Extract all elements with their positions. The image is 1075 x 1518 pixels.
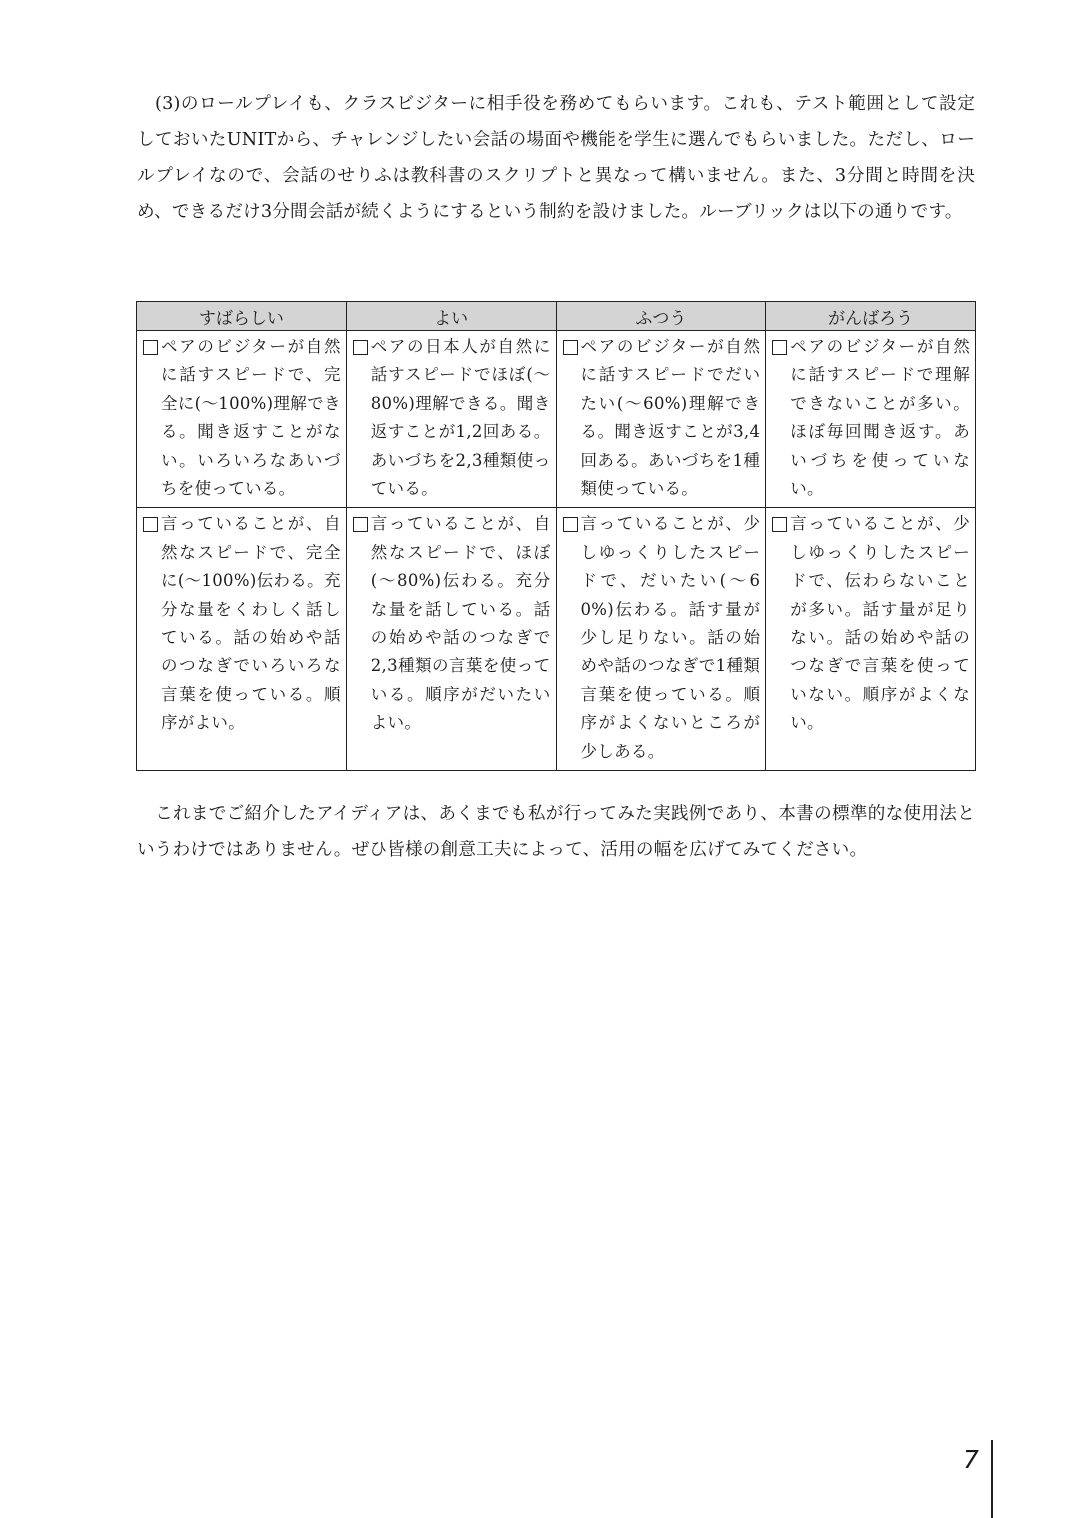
page-number-rule bbox=[991, 1440, 993, 1518]
intro-paragraph bbox=[137, 86, 975, 230]
rubric-row-listening bbox=[137, 331, 976, 508]
rubric-cell-text: ペアの日本人が自然に話すスピードでほぼ(～80%)理解できる。聞き返すことが1,2回ある。あいづちを2,3種類使っている。 bbox=[370, 337, 551, 499]
rubric-cell-text: ペアのビジターが自然に話すスピードで、完全に(～100%)理解できる。聞き返すことがない。いろいろなあいづちを使っている。 bbox=[161, 337, 341, 499]
rubric-cell bbox=[346, 508, 556, 771]
checkbox-icon[interactable] bbox=[143, 340, 158, 355]
rubric-cell bbox=[766, 331, 976, 508]
rubric-cell bbox=[556, 508, 766, 771]
checkbox-icon[interactable] bbox=[772, 517, 787, 532]
closing-paragraph-text: これまでご紹介したアイディアは、あくまでも私が行ってみた実践例であり、本書の標準的な使用法というわけではありません。ぜひ皆様の創意工夫によって、活用の幅を広げてみてください。 bbox=[137, 804, 975, 860]
rubric-cell bbox=[346, 331, 556, 508]
rubric-cell-text: ペアのビジターが自然に話すスピードで理解できないことが多い。ほぼ毎回聞き返す。あいづちを使っていない。 bbox=[790, 337, 970, 499]
rubric-cell-text: 言っていることが、自然なスピードで、完全に(～100%)伝わる。充分な量をくわしく話している。話の始めや話のつなぎでいろいろな言葉を使っている。順序がよい。 bbox=[161, 514, 341, 733]
closing-paragraph bbox=[137, 796, 975, 868]
checkbox-icon[interactable] bbox=[563, 517, 578, 532]
rubric-header-good: よい bbox=[346, 302, 556, 331]
checkbox-icon[interactable] bbox=[353, 340, 368, 355]
checkbox-icon[interactable] bbox=[563, 340, 578, 355]
checkbox-icon[interactable] bbox=[772, 340, 787, 355]
rubric-header-row bbox=[137, 302, 976, 331]
rubric-cell-text: 言っていることが、自然なスピードで、ほぼ(～80%)伝わる。充分な量を話している。話の始めや話のつなぎで2,3種類の言葉を使っている。順序がだいたいよい。 bbox=[370, 514, 551, 733]
rubric-cell bbox=[137, 508, 347, 771]
checkbox-icon[interactable] bbox=[143, 517, 158, 532]
rubric-row-speaking bbox=[137, 508, 976, 771]
rubric-cell bbox=[766, 508, 976, 771]
rubric-cell-text: 言っていることが、少しゆっくりしたスピードで、伝わらないことが多い。話す量が足りない。話の始めや話のつなぎで言葉を使っていない。順序がよくない。 bbox=[790, 514, 970, 733]
rubric-cell-text: ペアのビジターが自然に話すスピードでだいたい(～60%)理解できる。聞き返すことが3,4回ある。あいづちを1種類使っている。 bbox=[580, 337, 761, 499]
rubric-header-excellent: すばらしい bbox=[137, 302, 347, 331]
rubric-header-average: ふつう bbox=[556, 302, 766, 331]
rubric-cell bbox=[556, 331, 766, 508]
rubric-cell-text: 言っていることが、少しゆっくりしたスピードで、だいたい(～60%)伝わる。話す量が少し足りない。話の始めや話のつなぎで1種類言葉を使っている。順序がよくないところが少しある。 bbox=[580, 514, 761, 761]
rubric-cell bbox=[137, 331, 347, 508]
intro-paragraph-text: (3)のロールプレイも、クラスビジターに相手役を務めてもらいます。これも、テスト範囲として設定しておいたUNITから、チャレンジしたい会話の場面や機能を学生に選んでもらいました。ただし、ロールプレイなので、会話のせりふは教科書のスクリプトと異なって構いません。また、3分間と時間を決め、できるだけ3分間会話が続くようにするという制約を設けました。ルーブリックは以下の通りです。 bbox=[137, 94, 975, 222]
checkbox-icon[interactable] bbox=[353, 517, 368, 532]
rubric-header-needs-effort: がんばろう bbox=[766, 302, 976, 331]
rubric-table bbox=[136, 301, 976, 771]
page-number: 7 bbox=[963, 1445, 979, 1474]
